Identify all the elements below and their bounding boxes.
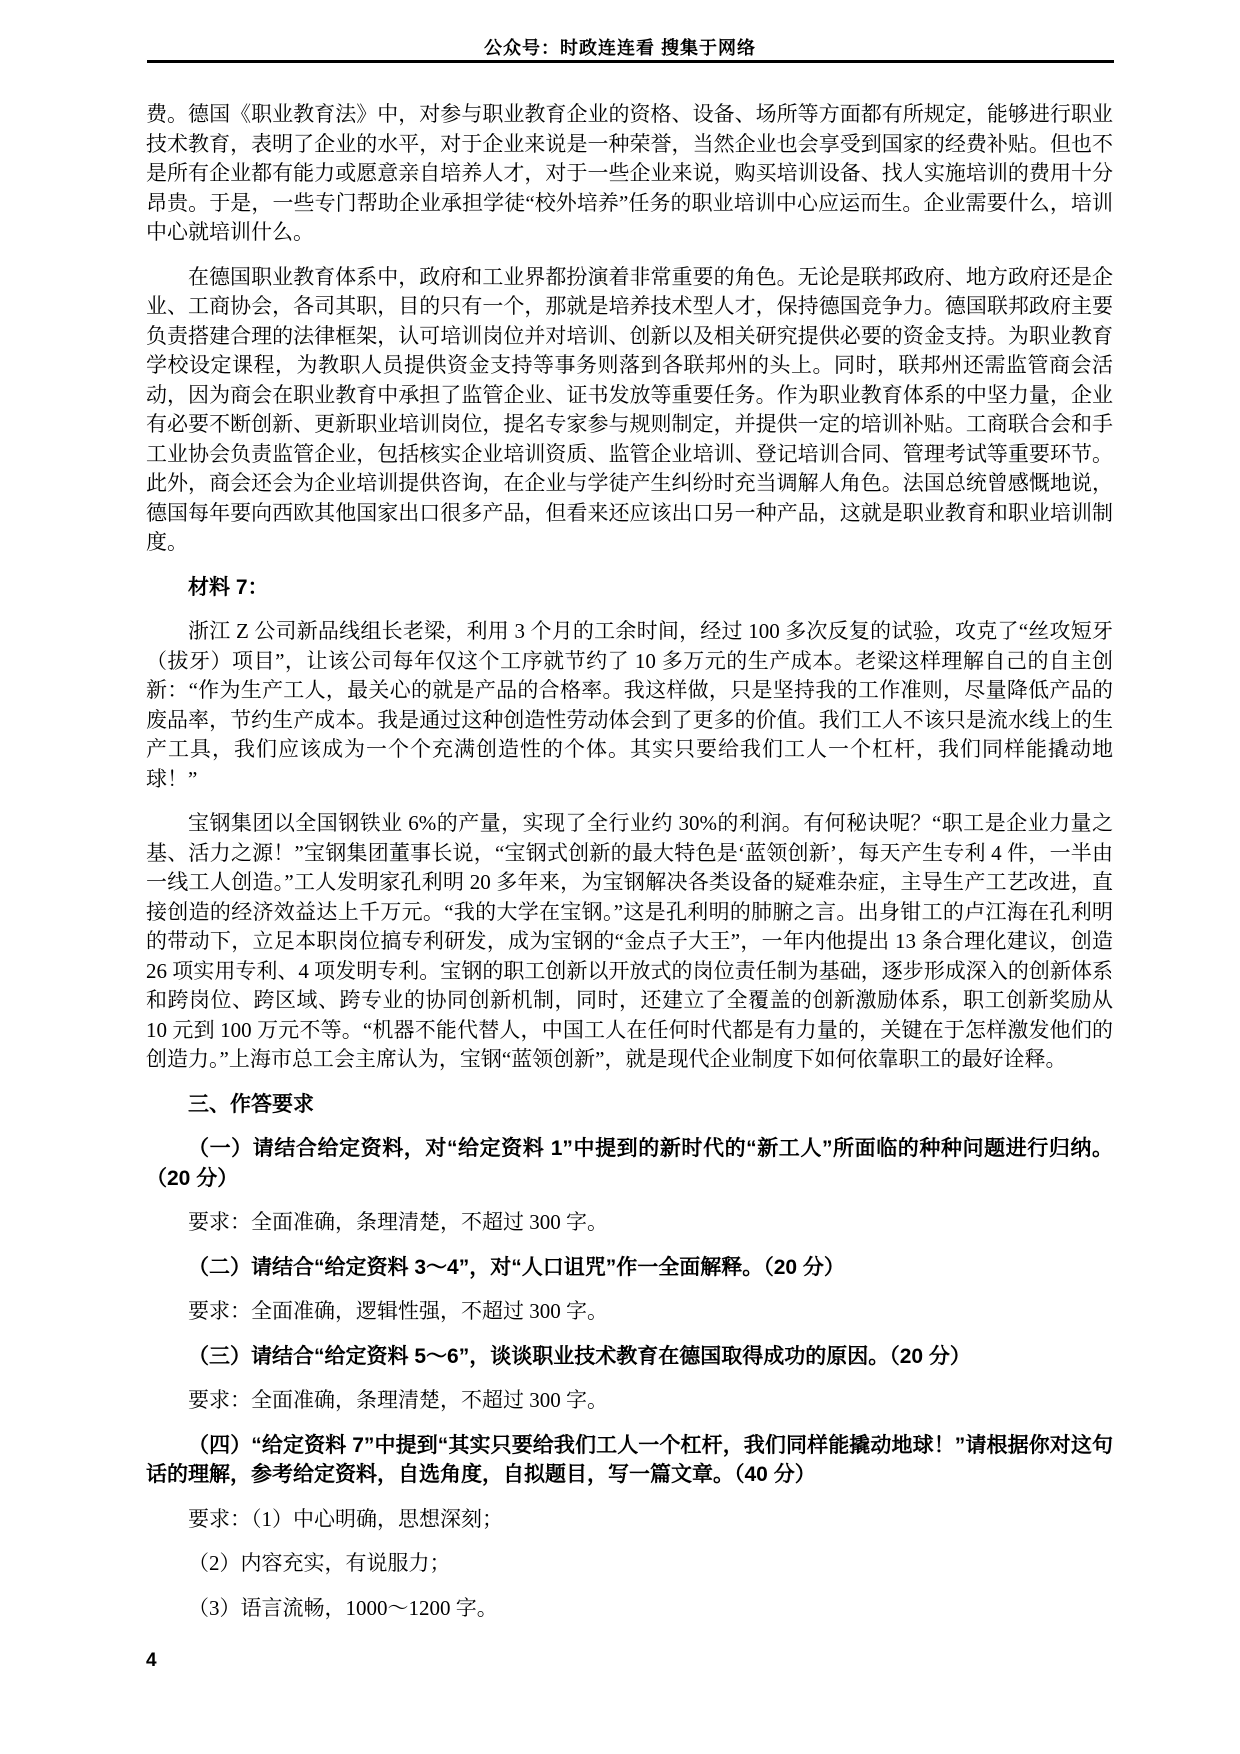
question-4-requirement-2: （2）内容充实，有说服力；	[188, 1551, 451, 1575]
question-3-requirement: 要求：全面准确，条理清楚，不超过 300 字。	[188, 1388, 608, 1412]
paragraph: 浙江 Z 公司新品线组长老梁，利用 3 个月的工余时间，经过 100 多次反复的试验，攻克了“丝攻短牙（拔牙）项目”，让该公司每年仅这个工序就节约了 10 多万元的生产成本。老梁这样理解自己的自主创新：“作为生产工人，最关心的就是产品的合格率。我这样做，只是坚持我的工作准则，尽量降低产品的废品率，节约生产成本。我是通过这种创造性劳动体会到了更多的价值。我们工人不该只是流水线上的生产工具，我们应该成为一个个充满创造性的个体。其实只要给我们工人一个杠杆，我们同样能撬动地球！”	[146, 619, 1113, 791]
question-3: （三）请结合“给定资料 5～6”，谈谈职业技术教育在德国取得成功的原因。（20 分）	[188, 1344, 971, 1368]
header-rule	[147, 60, 1114, 63]
page-number: 4	[146, 1650, 157, 1671]
paragraph-continuation: 费。德国《职业教育法》中，对参与职业教育企业的资格、设备、场所等方面都有所规定，能够进行职业技术教育，表明了企业的水平，对于企业来说是一种荣誉，当然企业也会享受到国家的经费补贴。但也不是所有企业都有能力或愿意亲自培养人才，对于一些企业来说，购买培训设备、找人实施培训的费用十分昂贵。于是，一些专门帮助企业承担学徒“校外培养”任务的职业培训中心应运而生。企业需要什么，培训中心就培训什么。	[146, 102, 1113, 244]
question-4: （四）“给定资料 7”中提到“其实只要给我们工人一个杠杆，我们同样能撬动地球！”请根据你对这句话的理解，参考给定资料，自选角度，自拟题目，写一篇文章。（40 分）	[146, 1433, 1113, 1486]
paragraph: 宝钢集团以全国钢铁业 6%的产量，实现了全行业约 30%的利润。有何秘诀呢？“职工是企业力量之基、活力之源！”宝钢集团董事长说，“宝钢式创新的最大特色是‘蓝领创新’，每天产生专利 4 件，一半由一线工人创造。”工人发明家孔利明 20 多年来，为宝钢解决各类设备的疑难杂症，主导生产工艺改进，直接创造的经济效益达上千万元。“我的大学在宝钢。”这是孔利明的肺腑之言。出身钳工的卢江海在孔利明的带动下，立足本职岗位搞专利研发，成为宝钢的“金点子大王”，一年内他提出 13 条合理化建议，创造 26 项实用专利、4 项发明专利。宝钢的职工创新以开放式的岗位责任制为基础，逐步形成深入的创新体系和跨岗位、跨区域、跨专业的协同创新机制，同时，还建立了全覆盖的创新激励体系，职工创新奖励从 10 元到 100 万元不等。“机器不能代替人，中国工人在任何时代都是有力量的，关键在于怎样激发他们的创造力。”上海市总工会主席认为，宝钢“蓝领创新”，就是现代企业制度下如何依靠职工的最好诠释。	[146, 811, 1113, 1071]
question-2-requirement: 要求：全面准确，逻辑性强，不超过 300 字。	[188, 1299, 608, 1323]
question-1-requirement: 要求：全面准确，条理清楚，不超过 300 字。	[188, 1210, 608, 1234]
page-header-title: 公众号：时政连连看 搜集于网络	[484, 38, 756, 58]
section-heading-answer-requirements: 三、作答要求	[188, 1092, 314, 1116]
question-4-requirement-1: 要求：（1）中心明确，思想深刻；	[188, 1506, 503, 1531]
paragraph: 在德国职业教育体系中，政府和工业界都扮演着非常重要的角色。无论是联邦政府、地方政府还是企业、工商协会，各司其职，目的只有一个，那就是培养技术型人才，保持德国竞争力。德国联邦政府主要负责搭建合理的法律框架，认可培训岗位并对培训、创新以及相关研究提供必要的资金支持。为职业教育学校设定课程，为教职人员提供资金支持等事务则落到各联邦州的头上。同时，联邦州还需监管商会活动，因为商会在职业教育中承担了监管企业、证书发放等重要任务。作为职业教育体系的中坚力量，企业有必要不断创新、更新职业培训岗位，提名专家参与规则制定，并提供一定的培训补贴。工商联合会和手工业协会负责监管企业，包括核实企业培训资质、监管企业培训、登记培训合同、管理考试等重要环节。此外，商会还会为企业培训提供咨询，在企业与学徒产生纠纷时充当调解人角色。法国总统曾感慨地说，德国每年要向西欧其他国家出口很多产品，但看来还应该出口另一种产品，这就是职业教育和职业培训制度。	[146, 264, 1113, 554]
question-1: （一）请结合给定资料，对“给定资料 1”中提到的新时代的“新工人”所面临的种种问题进行归纳。（20 分）	[146, 1137, 1113, 1190]
material-7-heading: 材料 7：	[188, 575, 269, 599]
document-content	[146, 100, 1113, 1638]
question-4-requirement-3: （3）语言流畅，1000～1200 字。	[188, 1595, 498, 1620]
question-2: （二）请结合“给定资料 3～4”，对“人口诅咒”作一全面解释。（20 分）	[188, 1255, 845, 1279]
